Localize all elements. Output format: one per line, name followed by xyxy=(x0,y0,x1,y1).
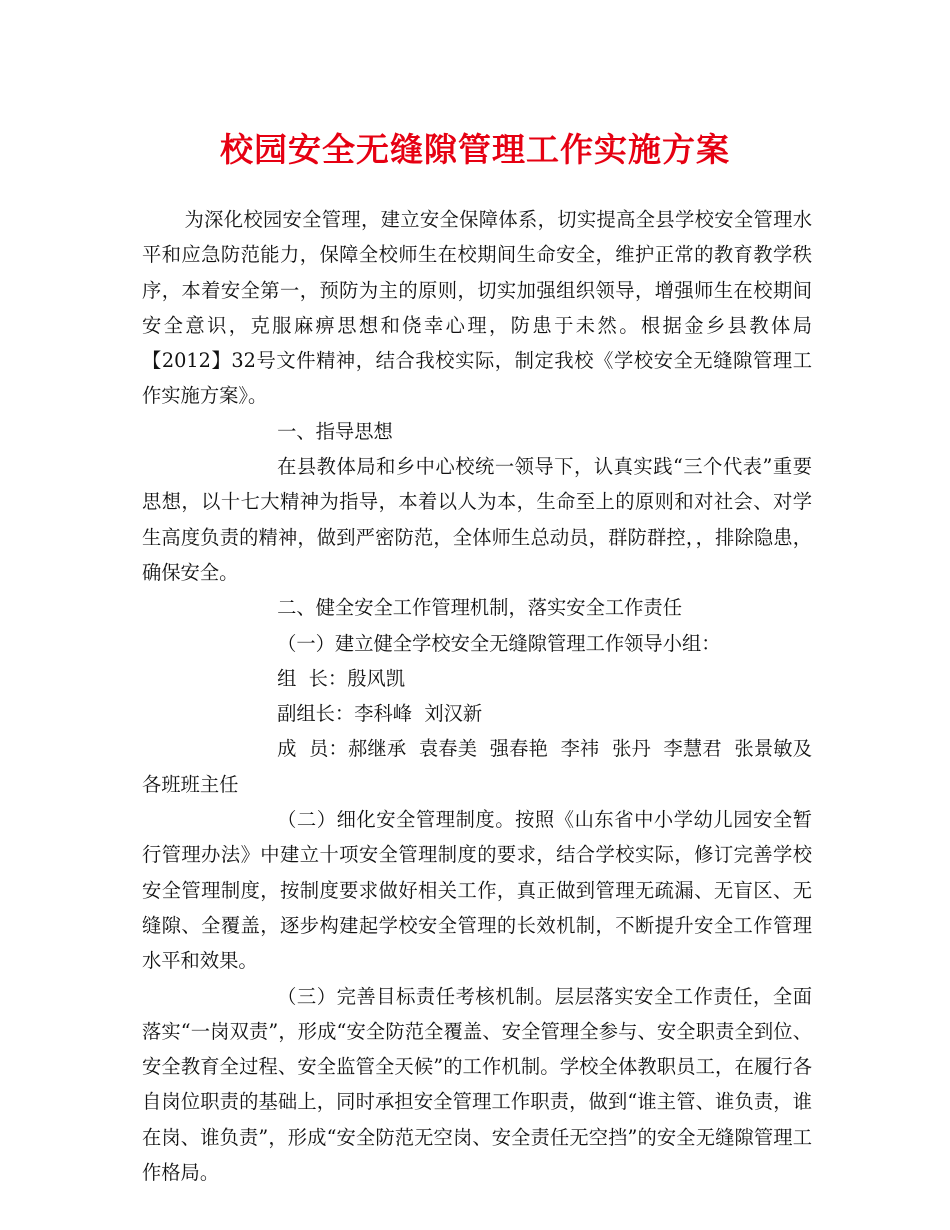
intro-paragraph: 为深化校园安全管理，建立安全保障体系，切实提高全县学校安全管理水平和应急防范能力，保障全校师生在校期间生命安全，维护正常的教育教学秩序，本着安全第一，预防为主的原则，切实加强组织领导，增强师生在校期间安全意识，克服麻痹思想和侥幸心理，防患于未然。根据金乡县教体局【2012】32号文件精神，结合我校实际，制定我校《学校安全无缝隙管理工作实施方案》。 xyxy=(142,208,812,408)
document-body xyxy=(142,202,812,1190)
guiding-ideology-paragraph: 在县教体局和乡中心校统一领导下，认真实践“三个代表”重要思想，以十七大精神为指导，本着以人为本，生命至上的原则和对社会、对学生高度负责的精神，做到严密防范，全体师生总动员，群防群控，，排除隐患，确保安全。 xyxy=(142,455,812,584)
group-leader-line: 组 长：殷风凯 xyxy=(277,666,406,690)
section-heading-mechanism: 二、健全安全工作管理机制，落实安全工作责任 xyxy=(277,596,682,620)
responsibility-paragraph: （三）完善目标责任考核机制。层层落实安全工作责任，全面落实“一岗双责”，形成“安全防范全覆盖、安全管理全参与、安全职责全到位、安全教育全过程、安全监管全天候”的工作机制。学校全体教职员工，在履行各自岗位职责的基础上，同时承担安全管理工作职责，做到“谁主管、谁负责，谁在岗、谁负责”，形成“安全防范无空岗、安全责任无空挡”的安全无缝隙管理工作格局。 xyxy=(142,984,812,1185)
members-line: 成 员：郝继承 袁春美 强春艳 李祎 张丹 李慧君 张景敏及各班班主任 xyxy=(142,737,812,796)
document-title: 校园安全无缝隙管理工作实施方案 xyxy=(220,130,730,169)
deputy-leader-line: 副组长：李科峰 刘汉新 xyxy=(277,702,483,726)
section-heading-guiding-ideology: 一、指导思想 xyxy=(277,419,393,443)
subsection-heading-leadership-group: （一）建立健全学校安全无缝隙管理工作领导小组： xyxy=(277,631,721,655)
safety-rules-paragraph: （二）细化安全管理制度。按照《山东省中小学幼儿园安全暂行管理办法》中建立十项安全管理制度的要求，结合学校实际，修订完善学校安全管理制度，按制度要求做好相关工作，真正做到管理无疏漏、无盲区、无缝隙、全覆盖，逐步构建起学校安全管理的长效机制，不断提升安全工作管理水平和效果。 xyxy=(142,808,812,973)
